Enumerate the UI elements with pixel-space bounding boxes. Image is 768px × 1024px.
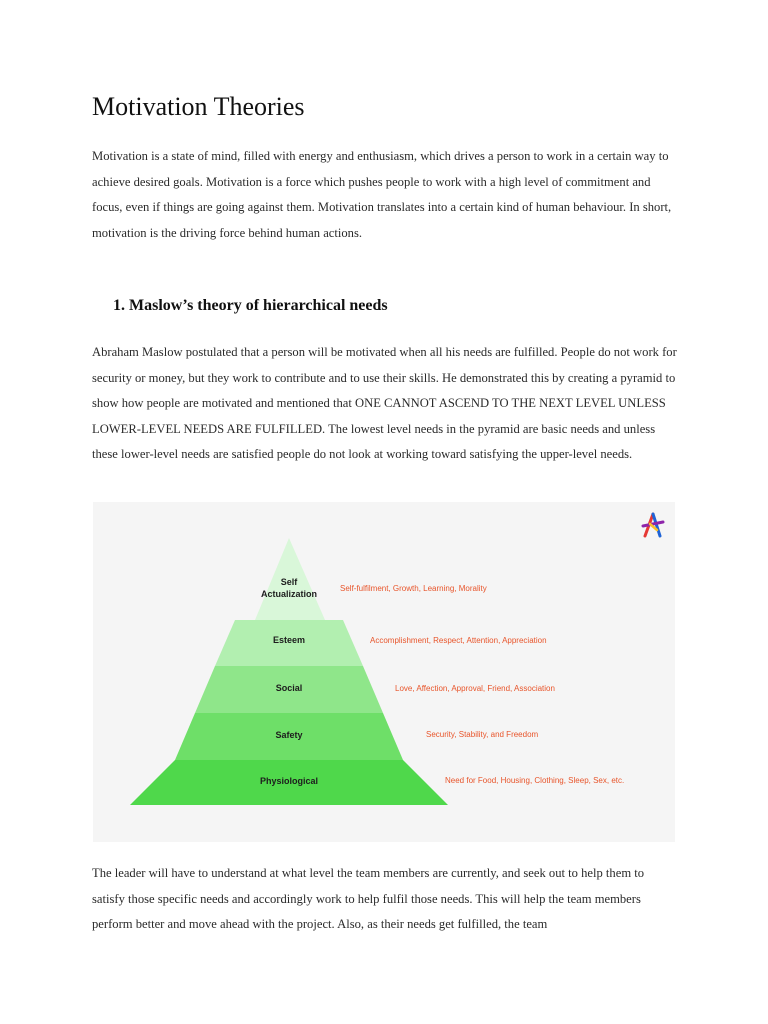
closing-paragraph: The leader will have to understand at what level the team members are currently, and seek out to help them to satisfy those specific needs and accordingly work to help fulfil those needs. This will help the team members perform better and move ahead with the project. Also, as their needs get fulfilled, the team [92, 866, 645, 932]
level-desc-esteem: Accomplishment, Respect, Attention, Appreciation [370, 636, 547, 645]
stylized-a-logo-icon [643, 514, 663, 536]
maslow-paragraph: Abraham Maslow postulated that a person will be motivated when all his needs are fulfilled. People do not work for security or money, but they work to contribute and to use their skills. He demonstrated this by creating a pyramid to show how people are motivated and mentioned that ONE CANNOT ASCEND TO THE NEXT LEVEL UNLESS LOWER-LEVEL NEEDS ARE FULFILLED. The lowest level needs in the pyramid are basic needs and unless these lower-level needs are satisfied people do not look at working toward satisfying the upper-level needs. [92, 345, 677, 462]
level-name-actualization: Actualization [260, 589, 318, 599]
level-name-self: Self [280, 577, 298, 587]
level-name-esteem: Esteem [272, 635, 306, 645]
level-desc-social: Love, Affection, Approval, Friend, Association [395, 684, 555, 693]
level-name-social: Social [275, 683, 303, 693]
maslow-pyramid-figure [93, 502, 675, 842]
level-desc-physiological: Need for Food, Housing, Clothing, Sleep, Sex, etc. [445, 776, 625, 785]
intro-paragraph: Motivation is a state of mind, filled with energy and enthusiasm, which drives a person to work in a certain way to achieve desired goals. Motivation is a force which pushes people to work with a high level of commitment and focus, even if things are going against them. Motivation translates into a certain kind of human behaviour. In short, motivation is the driving force behind human actions. [92, 149, 672, 240]
level-desc-self-actualization: Self-fulfilment, Growth, Learning, Morality [340, 584, 487, 593]
section-heading: 1. Maslow’s theory of hierarchical needs [113, 297, 388, 314]
level-name-physiological: Physiological [259, 776, 319, 786]
maslow-pyramid-diagram [93, 502, 675, 842]
level-desc-safety: Security, Stability, and Freedom [426, 730, 539, 739]
level-name-safety: Safety [275, 730, 303, 740]
page-title: Motivation Theories [92, 92, 305, 121]
